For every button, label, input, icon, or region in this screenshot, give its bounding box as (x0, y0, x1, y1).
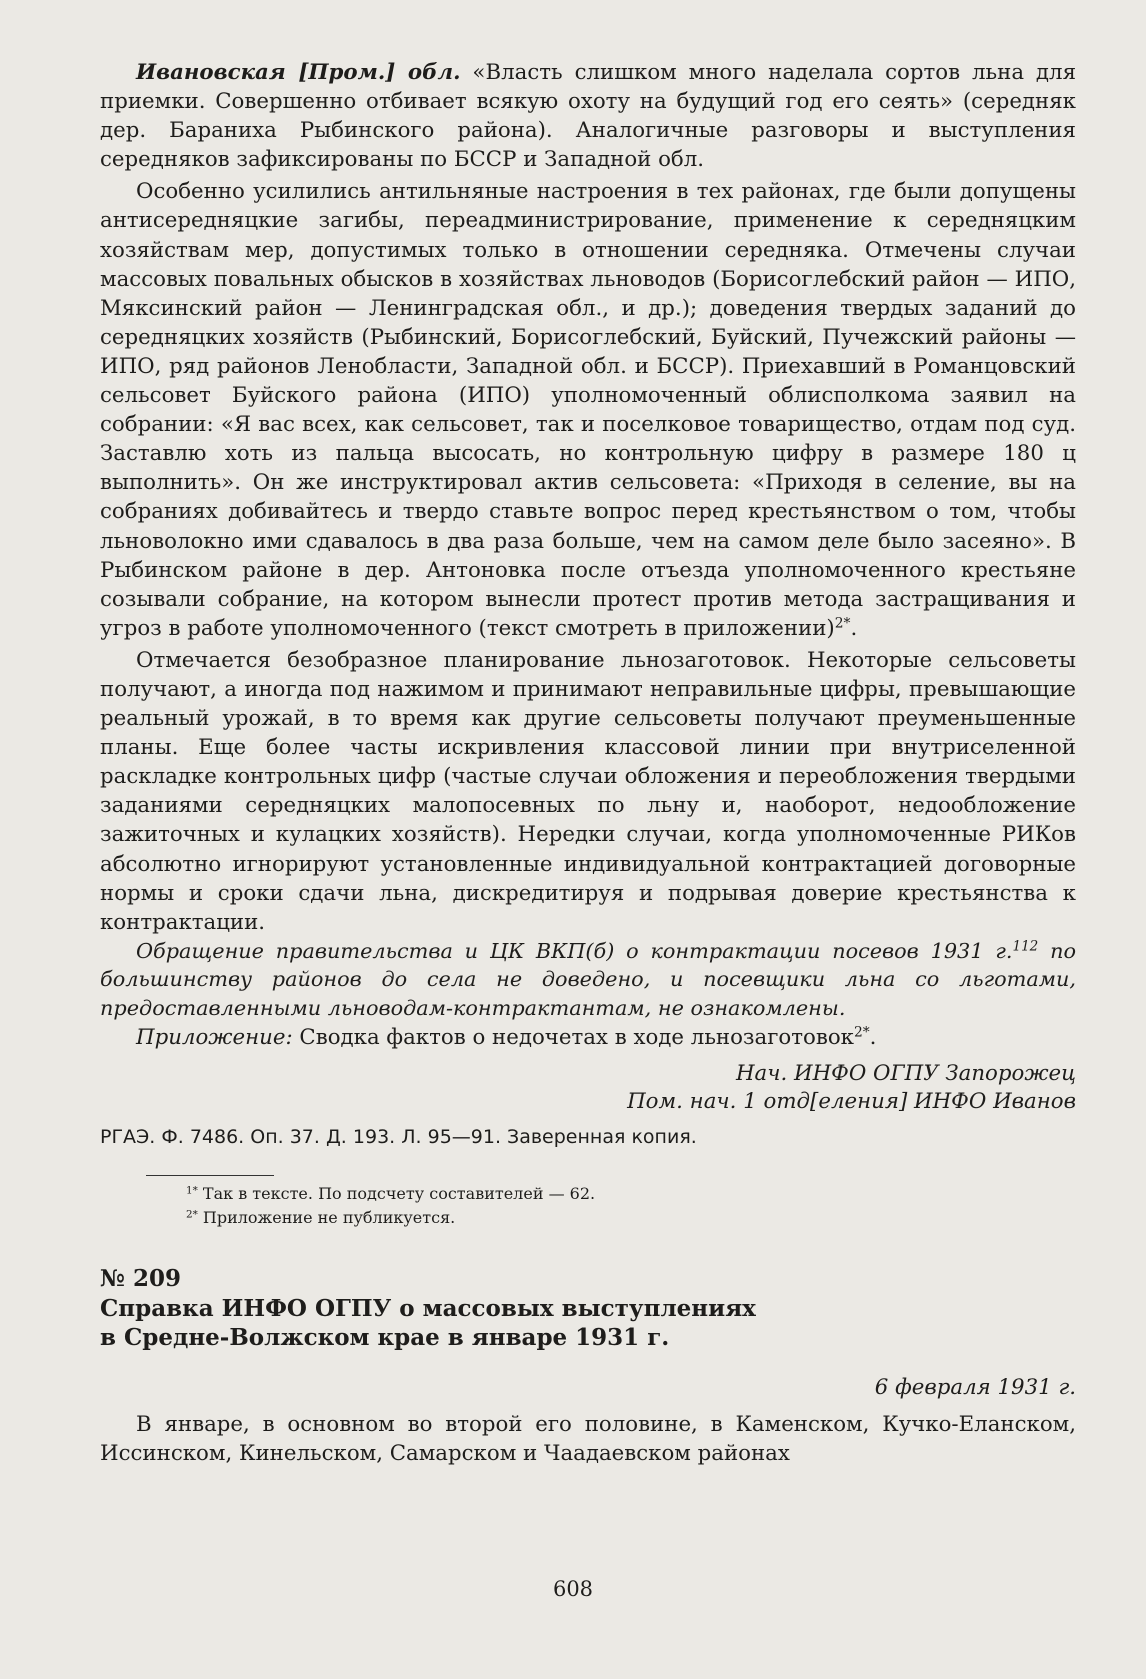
footnote-divider (146, 1175, 274, 1176)
document-number: № 209 (100, 1265, 182, 1293)
signature-zaporozhets: Нач. ИНФО ОГПУ Запорожец (735, 1061, 1076, 1087)
paragraph-anti-flax: Особенно усилились антильняные настроения в тех районах, где были допущены антисередняцкие загибы, переадминистрирование, применение к середняцким хозяйствам мер, допустимых только в отношении середняка. Отмечены случаи массовых повальных обысков в хозяйствах льноводов (Борисоглебский район — ИПО, Мяксинский район — Ленинградская обл., и др.); доведения твердых заданий до середняцких хозяйств (Рыбинский, Борисоглебский, Буйский, Пучежский районы — ИПО, ряд районов Ленобласти, Западной обл. и БССР). Приехавший в Романцовский сельсовет Буйского района (ИПО) уполномоченный облисполкома заявил на собрании: «Я вас всех, как сельсовет, так и поселковое товарищество, отдам под суд. Заставлю хоть из пальца высосать, но контрольную цифру в размере 180 ц выполнить». Он же инструктировал актив сельсовета: «Приходя в селение, вы на собраниях добивайтесь и твердо ставьте вопрос перед крестьянством о том, чтобы льноволокно ими сдавалось в два раза больше, чем на самом деле было засеяно». В Рыбинском районе в дер. Антоновка после отъезда уполномоченного крестьяне созывали собрание, на котором вынесли протест против метода застращивания и угроз в работе уполномоченного (текст смотреть в приложении)$^{2*}$. (100, 179, 1076, 641)
paragraph-text: Отмечается безобразное планирование льнозаготовок. Некоторые сельсоветы получают, а иногда под нажимом и принимают неправильные цифры, превышающие реальный урожай, в то время как другие сельсоветы получают преуменьшенные планы. Еще более часты искривления классовой линии при внутриселенной раскладке контрольных цифр (частые случаи обложения и переобложения твердыми заданиями середняцких малопосевных по льну и, наоборот, недообложение зажиточных и кулацких хозяйств). Нередки случаи, когда уполномоченные РИКов абсолютно игнорируют установленные индивидуальной контрактацией договорные нормы и сроки сдачи льна, дискредитируя и подрывая доверие крестьянства к контрактации. (100, 647, 1076, 935)
paragraph-appeal: Обращение правительства и ЦК ВКП(б) о контрактации посевов 1931 г.$^{112}$ по большинству районов до села не доведено, и посевщики льна со льготами, предоставленными льноводам-контрактантам, не ознакомлены. (100, 938, 1077, 1020)
paragraph-planning (100, 646, 1076, 937)
archive-reference: РГАЭ. Ф. 7486. Оп. 37. Д. 193. Л. 95—91. Заверенная копия. (100, 1126, 697, 1149)
appendix-label: Приложение: (136, 1025, 293, 1051)
document-date: 6 февраля 1931 г. (874, 1375, 1076, 1401)
footnote-ref[interactable]: 2* (853, 1024, 870, 1041)
paragraph-ivanovo (100, 58, 1076, 174)
footnote: $^{1*}$ Так в тексте. По подсчету составителей — 62. (186, 1184, 596, 1204)
document-title: Справка ИНФО ОГПУ о массовых выступлениях (100, 1295, 756, 1323)
footnote-mark: 2* (186, 1208, 198, 1221)
footnote-mark: 1* (186, 1184, 198, 1197)
paragraph-text: Особенно усилились антильняные настроения в тех районах, где были допущены антисередняцкие загибы, переадминистрирование, применение к середняцким хозяйствам мер, допустимых только в отношении середняка. Отмечены случаи массовых повальных обысков в хозяйствах льноводов (Борисоглебский район — ИПО, Мяксинский район — Ленинградская обл., и др.); доведения твердых заданий до середняцких хозяйств (Рыбинский, Борисоглебский, Буйский, Пучежский районы — ИПО, ряд районов Ленобласти, Западной обл. и БССР). Приехавший в Романцовский сельсовет Буйского района (ИПО) уполномоченный облисполкома заявил на собрании: «Я вас всех, как сельсовет, так и поселковое товарищество, отдам под суд. Заставлю хоть из пальца высосать, но контрольную цифру в размере 180 ц выполнить». Он же инструктировал актив сельсовета: «Приходя в селение, вы на собраниях добивайтесь и твердо ставьте вопрос перед крестьянством о том, чтобы льноволокно ими сдавалось в два раза больше, чем на самом деле было засеяно». В Рыбинском районе в дер. Антоновка после отъезда уполномоченного крестьяне созывали собрание, на котором вынесли протест против метода застращивания и угроз в работе уполномоченного (текст смотреть в приложении) (100, 179, 1076, 641)
region-heading: Ивановская [Пром.] обл. (136, 60, 461, 85)
document-title: в Средне-Волжском крае в январе 1931 г. (100, 1324, 670, 1352)
footnote: $^{2*}$ Приложение не публикуется. (186, 1208, 456, 1228)
footnote-ref[interactable]: 112 (1012, 938, 1039, 955)
paragraph-text: «Власть слишком много наделала сортов льна для приемки. Совершенно отбивает всякую охоту на будущий год его сеять» (середняк дер. Бараниха Рыбинского района). Аналогичные разговоры и выступления середняков зафиксированы по БССР и Западной обл. (100, 60, 1077, 173)
signature-ivanov: Пом. нач. 1 отд[еления] ИНФО Иванов (627, 1089, 1076, 1115)
appendix-line: Приложение: Сводка фактов о недочетах в ходе льнозаготовок$^{2*}$. (136, 1024, 877, 1051)
page-number: 608 (552, 1577, 594, 1601)
paragraph-january: В январе, в основном во второй его половине, в Каменском, Кучко-Еланском, Иссинском, Кинельском, Самарском и Чаадаевском районах (100, 1412, 1076, 1467)
footnote-ref[interactable]: 2* (834, 615, 851, 632)
